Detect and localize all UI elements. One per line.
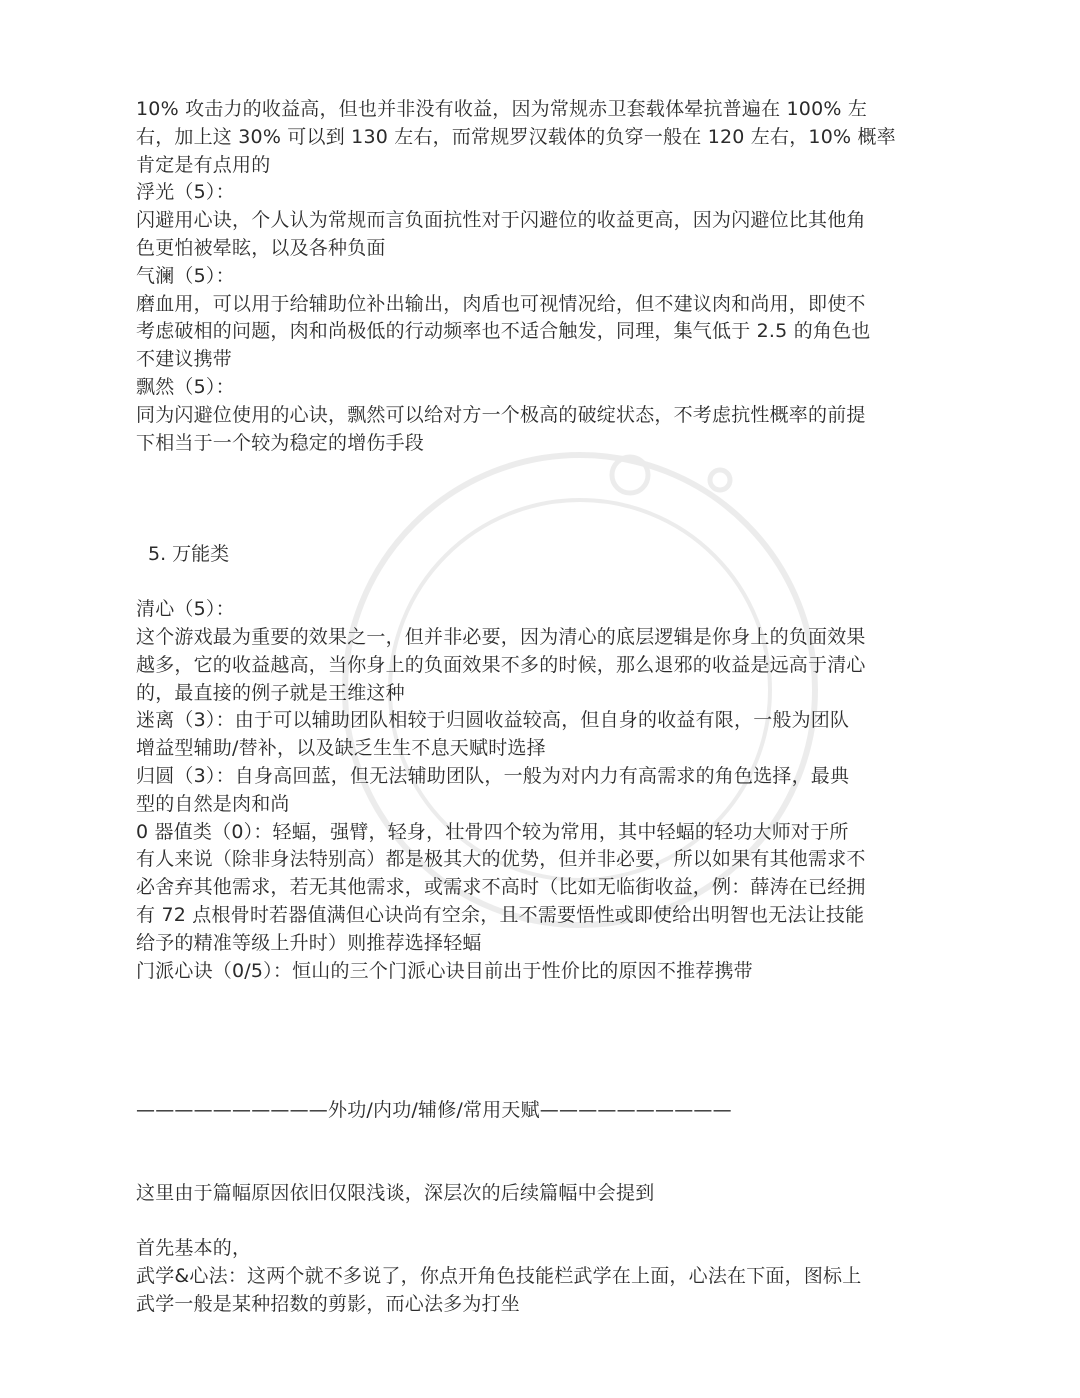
text-line: 肯定是有点用的 bbox=[136, 153, 271, 176]
item-title-fuguang: 浮光（5）： bbox=[136, 181, 235, 204]
text-line: 考虑破相的问题，肉和尚极低的行动频率也不适合触发，同理，集气低于 2.5 的角色也 bbox=[136, 320, 871, 343]
text-line: 闪避用心诀，个人认为常规而言负面抗性对于闪避位的收益更高，因为闪避位比其他角 bbox=[136, 209, 866, 232]
text-line: 不建议携带 bbox=[136, 348, 233, 371]
item-title-qilan: 气澜（5）： bbox=[136, 264, 235, 287]
item-title-piaoran: 飘然（5）： bbox=[136, 375, 235, 398]
text-line: 0 器值类（0）：轻蝠，强臂，轻身，壮骨四个较为常用，其中轻蝠的轻功大师对于所 bbox=[136, 820, 849, 843]
text-line: 越多，它的收益越高，当你身上的负面效果不多的时候，那么退邪的收益是远高于清心 bbox=[136, 653, 866, 676]
text-line: 归圆（3）：自身高回蓝，但无法辅助团队，一般为对内力有高需求的角色选择，最典 bbox=[136, 764, 850, 787]
article-body bbox=[136, 96, 946, 1318]
section-divider: ——————————外功/内功/辅修/常用天赋—————————— bbox=[136, 1099, 732, 1122]
text-line: 首先基本的， bbox=[136, 1236, 252, 1259]
intro-line: 这里由于篇幅原因依旧仅限浅谈，深层次的后续篇幅中会提到 bbox=[136, 1182, 655, 1205]
text-line: 必舍弃其他需求，若无其他需求，或需求不高时（比如无临街收益，例：薛涛在已经拥 bbox=[136, 876, 866, 899]
text-line: 有人来说（除非身法特别高）都是极其大的优势，但并非必要，所以如果有其他需求不 bbox=[136, 848, 866, 871]
text-line: 给予的精准等级上升时）则推荐选择轻蝠 bbox=[136, 931, 482, 954]
text-line: 武学&心法：这两个就不多说了，你点开角色技能栏武学在上面，心法在下面，图标上 bbox=[136, 1264, 862, 1287]
section-heading-5: 5. 万能类 bbox=[148, 543, 230, 566]
text-line: 型的自然是肉和尚 bbox=[136, 792, 290, 815]
text-line: 这个游戏最为重要的效果之一，但并非必要，因为清心的底层逻辑是你身上的负面效果 bbox=[136, 625, 866, 648]
section-block-3 bbox=[136, 1235, 946, 1318]
text-line: 右，加上这 30% 可以到 130 左右，而常规罗汉载体的负穿一般在 120 左右，10% 概率 bbox=[136, 125, 896, 148]
text-line: 色更怕被晕眩，以及各种负面 bbox=[136, 236, 386, 259]
item-title-qingxin: 清心（5）： bbox=[136, 598, 235, 621]
text-line: 有 72 点根骨时若器值满但心诀尚有空余，且不需要悟性或即使给出明智也无法让技能 bbox=[136, 903, 865, 926]
text-line: 迷离（3）：由于可以辅助团队相较于归圆收益较高，但自身的收益有限，一般为团队 bbox=[136, 709, 850, 732]
section-block-1 bbox=[136, 96, 946, 457]
text-line: 磨血用，可以用于给辅助位补出输出，肉盾也可视情况给，但不建议肉和尚用，即使不 bbox=[136, 292, 866, 315]
text-line: 增益型辅助/替补，以及缺乏生生不息天赋时选择 bbox=[136, 737, 546, 760]
text-line: 门派心诀（0/5）：恒山的三个门派心诀目前出于性价比的原因不推荐携带 bbox=[136, 959, 753, 982]
section-block-2 bbox=[136, 596, 946, 985]
text-line: 10% 攻击力的收益高，但也并非没有收益，因为常规赤卫套载体晕抗普遍在 100% 左 bbox=[136, 98, 868, 120]
text-line: 武学一般是某种招数的剪影，而心法多为打坐 bbox=[136, 1292, 521, 1315]
text-line: 的，最直接的例子就是王维这种 bbox=[136, 681, 405, 704]
text-line: 同为闪避位使用的心诀，飘然可以给对方一个极高的破绽状态，不考虑抗性概率的前提 bbox=[136, 403, 866, 426]
text-line: 下相当于一个较为稳定的增伤手段 bbox=[136, 431, 425, 454]
